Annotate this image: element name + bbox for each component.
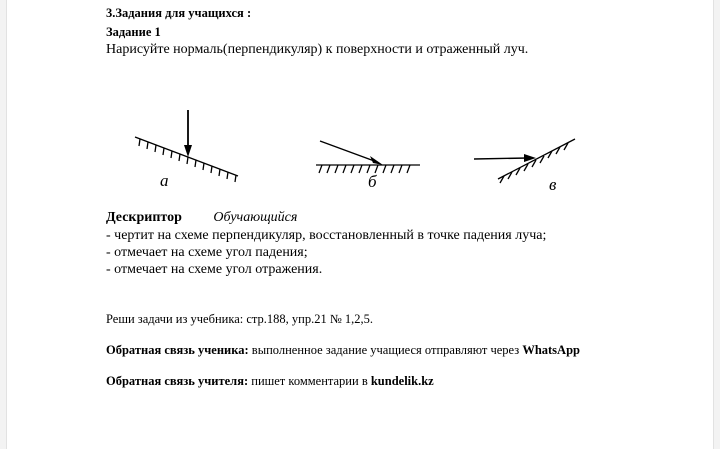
mirror-surface-a [135,137,238,176]
figure-label-a: а [160,171,169,190]
figure-label-b: б [368,172,377,191]
hatching-b [319,165,410,173]
descriptor-item: - отмечает на схеме угол отражения. [106,262,323,277]
descriptor-role: Обучающийся [213,210,298,225]
student-feedback-label: Обратная связь ученика: [106,343,249,357]
task-text: Нарисуйте нормаль(перпендикуляр) к поверхности и отраженный луч. [106,42,529,57]
student-feedback [106,343,580,358]
figure-label-v: в [549,175,557,194]
section-title: 3.Задания для учащихся : [106,6,252,20]
task-title: Задание 1 [106,25,161,39]
kundelik-link: kundelik.kz [370,374,434,388]
descriptor-item: - чертит на схеме перпендикуляр, восстановленный в точке падения луча; [106,228,547,243]
student-feedback-text: выполненное задание учащиеся отправляют через [248,343,523,357]
hatching-v [500,143,568,183]
figure-v [474,139,575,183]
teacher-feedback-text: пишет комментарии в [248,374,371,388]
incident-ray-b [320,141,377,162]
arrow-head-a [184,145,192,157]
incident-ray-v [474,158,528,159]
descriptor-header [106,210,297,226]
figure-a [135,110,238,182]
figure-b [316,141,420,173]
arrow-head-b [370,156,383,165]
teacher-feedback-label: Обратная связь учителя: [106,374,249,388]
descriptor-item: - отмечает на схеме угол падения; [106,245,308,260]
homework-text: Реши задачи из учебника: стр.188, упр.21 № 1,2,5. [106,312,374,326]
whatsapp-link: WhatsApp [522,343,580,357]
descriptor-label: Дескриптор [106,210,182,225]
teacher-feedback [106,374,434,389]
